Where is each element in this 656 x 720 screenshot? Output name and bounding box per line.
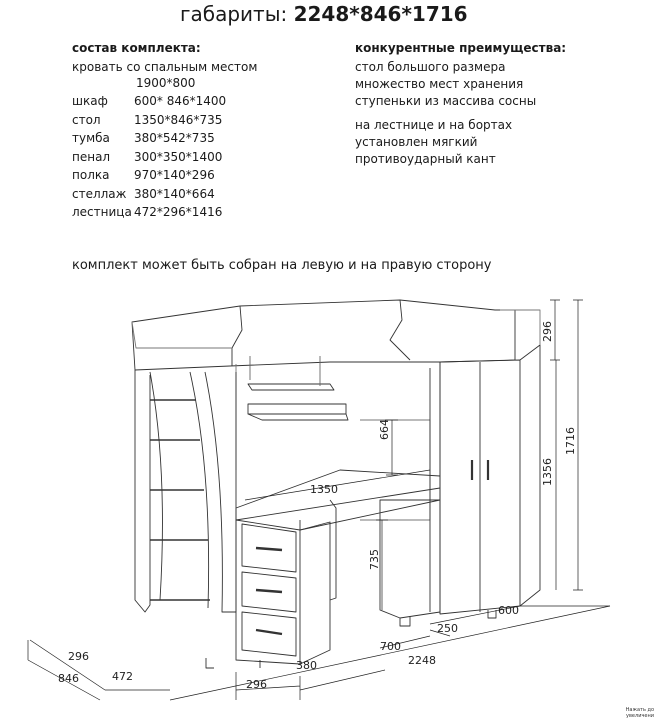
corner-note-line2: увеличени (626, 713, 654, 719)
ladder-rail (150, 372, 162, 600)
advantages-heading: конкурентные преимущества: (355, 41, 567, 55)
bed-size: 1900*800 (136, 76, 196, 90)
dim-1350: 1350 (310, 483, 338, 496)
spec-dims: 1350*846*735 (134, 112, 223, 127)
spec-name: стол (72, 112, 101, 127)
dim-700: 700 (380, 640, 401, 653)
dim-1716: 1716 (564, 427, 577, 455)
kit-contents-heading: состав комплекта: (72, 41, 201, 55)
spec-name: тумба (72, 131, 110, 145)
advantage-line: на лестнице и на бортах (355, 118, 513, 132)
title-value: 2248*846*1716 (293, 2, 468, 26)
dim-250: 250 (437, 622, 458, 635)
advantage-line: противоударный кант (355, 152, 496, 166)
desk-top (236, 470, 440, 520)
advantage-line: множество мест хранения (355, 77, 524, 91)
title-label: габариты: (180, 2, 288, 26)
dim-472: 472 (112, 670, 133, 683)
corner-note-line1: Нажать до (625, 707, 654, 713)
shelf (248, 404, 346, 414)
spec-dims: 472*296*1416 (134, 205, 223, 219)
bed-top (132, 300, 515, 370)
dim-735: 735 (368, 549, 381, 570)
dim-664: 664 (378, 419, 391, 440)
spec-name: пенал (72, 149, 111, 164)
dim-846: 846 (58, 672, 79, 685)
spec-name: полка (72, 168, 110, 182)
spec-dims: 600* 846*1400 (134, 94, 227, 108)
spec-dims: 380*140*664 (134, 186, 215, 201)
corner-note (626, 707, 654, 719)
spec-dims: 380*542*735 (134, 131, 215, 145)
dim-296-left: 296 (68, 650, 89, 663)
bed-line: кровать со спальным местом (72, 60, 258, 74)
advantage-line: установлен мягкий (355, 135, 478, 149)
spec-dims: 970*140*296 (134, 168, 215, 182)
dim-1356: 1356 (541, 458, 554, 486)
dim-296-top: 296 (541, 321, 554, 342)
dim-380: 380 (296, 659, 317, 672)
spec-name: шкаф (72, 94, 108, 108)
drawer (242, 612, 296, 656)
dim-2248: 2248 (408, 654, 436, 667)
assembly-note: комплект может быть собран на левую и на правую сторону (72, 258, 492, 273)
spec-name: стеллаж (72, 186, 127, 201)
advantage-line: ступеньки из массива сосны (355, 94, 537, 108)
spec-dims: 300*350*1400 (134, 149, 223, 164)
dim-600: 600 (498, 604, 519, 617)
dim-296-bottom: 296 (246, 678, 267, 691)
spec-name: лестница (72, 205, 132, 219)
advantage-line: стол большого размера (355, 60, 506, 74)
